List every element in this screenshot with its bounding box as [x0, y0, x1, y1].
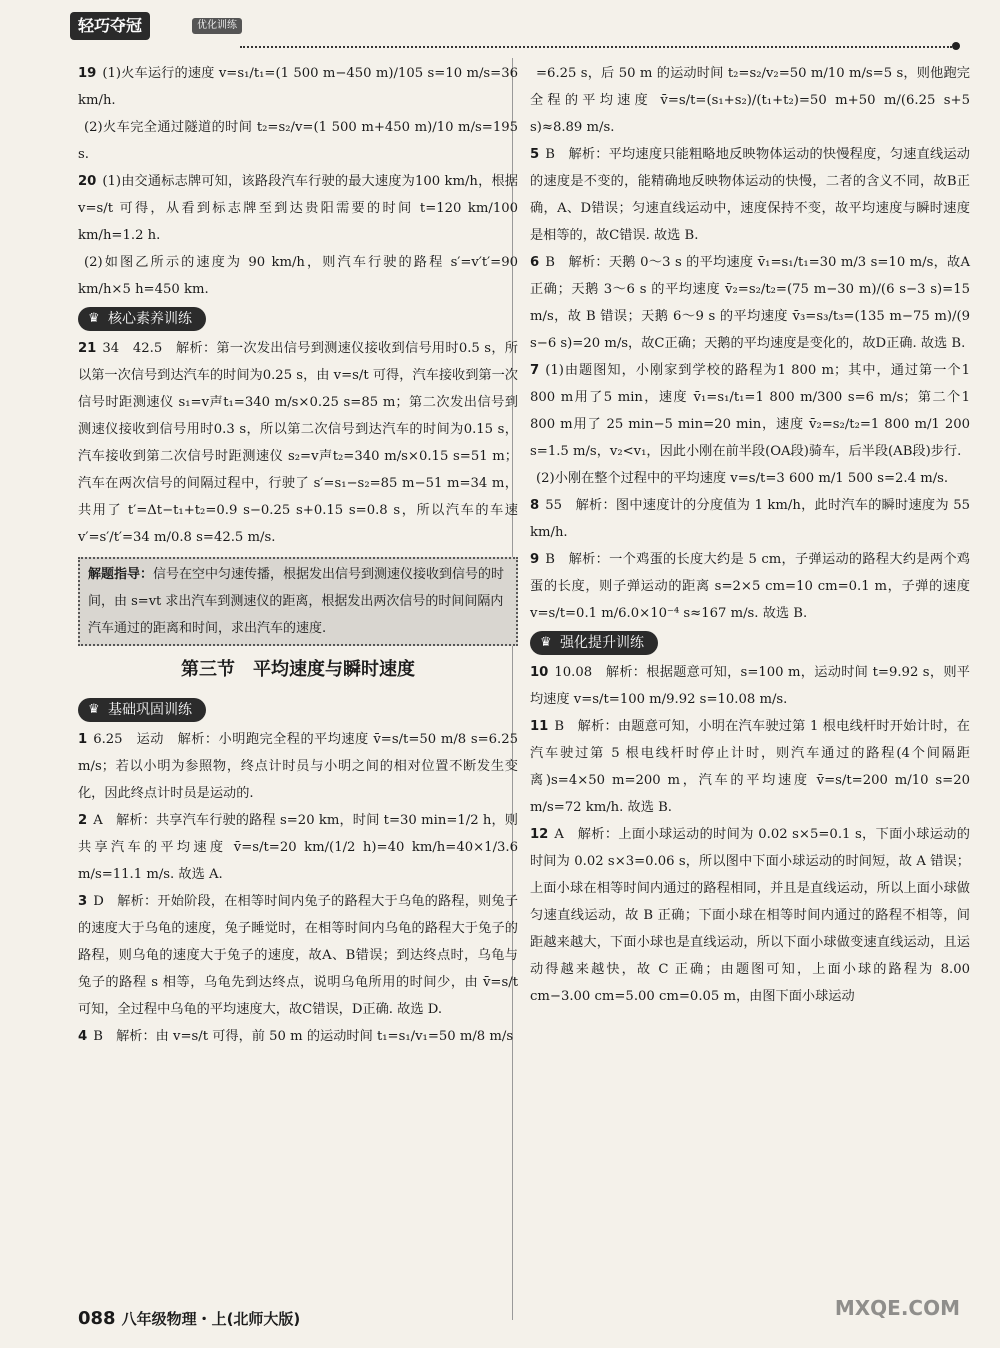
- book-title: 八年级物理・上(北师大版): [121, 1310, 301, 1328]
- answer-number: 6: [530, 255, 540, 270]
- solution-tip: [78, 557, 518, 646]
- page-footer: [78, 1308, 300, 1329]
- answer-number: 2: [78, 813, 88, 828]
- answer-text: B 解析：天鹅 0～3 s 的平均速度 v̄₁=s₁/t₁=30 m/3 s=10 m/s，故A正确；天鹅 3～6 s 的平均速度 v̄₂=s₂/t₂=(75 m−30 m)/(6 s−3 s)=15 m/s，故 B 错误；天鹅 6～9 s 的平均速度 v̄₃=s₃/t₃=(135 m−75 m)/(9 s−6 s)=20 m/s，故C正确；天鹅的平均速度是变化的，故D正确. 故选 B.: [530, 255, 970, 351]
- answer-text: (2)火车完全通过隧道的时间 t₂=s₂/v=(1 500 m+450 m)/10 m/s=195 s.: [78, 120, 518, 162]
- tip-label: 解题指导：: [88, 567, 154, 582]
- right-column: [530, 60, 970, 1010]
- answer-item: [530, 821, 970, 1010]
- answer-item: [530, 546, 970, 627]
- answer-item: [530, 249, 970, 357]
- answer-text: (1)由交通标志牌可知，该路段汽车行驶的最大速度为100 km/h，根据 v=s/t 可得，从看到标志牌至到达贵阳需要的时间 t=120 km/100 km/h=1.2 h.: [78, 174, 518, 243]
- tip-text: 信号在空中匀速传播，根据发出信号到测速仪接收到信号的时间，由 s=vt 求出汽车到测速仪的距离，根据发出两次信号的时间间隔内汽车通过的距离和时间，求出汽车的速度.: [88, 567, 505, 636]
- banner-advanced-training: ♛ 强化提升训练: [530, 631, 658, 655]
- answer-text: B 解析：一个鸡蛋的长度大约是 5 cm，子弹运动的路程大约是两个鸡蛋的长度，则子弹运动的距离 s=2×5 cm=10 cm=0.1 m，子弹的速度 v=s/t=0.1 m/6.0×10⁻⁴ s≈167 m/s. 故选 B.: [530, 552, 970, 621]
- answer-text: 6.25 运动 解析：小明跑完全程的平均速度 v̄=s/t=50 m/8 s=6.25 m/s；若以小明为参照物，终点计时员与小明之间的相对位置不断发生变化，因此终点计时员是运动的.: [78, 732, 518, 801]
- left-column: [78, 60, 518, 1050]
- answer-number: 12: [530, 827, 549, 842]
- brand-subtitle: 优化训练: [192, 18, 242, 34]
- answer-item: [530, 659, 970, 713]
- answer-text: A 解析：共享汽车行驶的路程 s=20 km，时间 t=30 min=1/2 h，则共享汽车的平均速度 v̄=s/t=20 km/(1/2 h)=40 km/h=40×1/3.6 m/s=11.1 m/s. 故选 A.: [78, 813, 518, 882]
- answer-number: 19: [78, 66, 97, 81]
- answer-item: [78, 726, 518, 807]
- answer-text: 10.08 解析：根据题意可知，s=100 m，运动时间 t=9.92 s，则平均速度 v=s/t=100 m/9.92 s=10.08 m/s.: [530, 665, 970, 707]
- answer-text: (2)小刚在整个过程中的平均速度 v=s/t=3 600 m/1 500 s=2.4 m/s.: [536, 471, 949, 486]
- answer-item: [530, 713, 970, 821]
- page-number: 088: [78, 1308, 116, 1329]
- answer-text: (1)火车运行的速度 v=s₁/t₁=(1 500 m−450 m)/105 s=10 m/s=36 km/h.: [78, 66, 518, 108]
- answer-item: [530, 492, 970, 546]
- page-header: [70, 6, 960, 46]
- answer-text: B 解析：由题意可知，小明在汽车驶过第 1 根电线杆时开始计时，在汽车驶过第 5 根电线杆时停止计时，则汽车通过的路程(4个间隔距离)s=4×50 m=200 m，汽车的平均速度 v̄=s/t=200 m/10 s=20 m/s=72 km/h. 故选 B.: [530, 719, 970, 815]
- answer-text: =6.25 s，后 50 m 的运动时间 t₂=s₂/v₂=50 m/10 m/s=5 s，则他跑完全程的平均速度 v̄=s/t=(s₁+s₂)/(t₁+t₂)=50 m+50 m/(6.25 s+5 s)≈8.89 m/s.: [530, 66, 970, 135]
- answer-item: [78, 807, 518, 888]
- answer-item: [78, 1023, 518, 1050]
- answer-item: [78, 249, 518, 303]
- section-title: 第三节 平均速度与瞬时速度: [181, 659, 415, 680]
- answer-number: 20: [78, 174, 97, 189]
- header-dot: [952, 42, 960, 50]
- answer-text: (2)如图乙所示的速度为 90 km/h，则汽车行驶的路程 s′=v′t′=90 km/h×5 h=450 km.: [78, 255, 518, 297]
- answer-item: [530, 60, 970, 141]
- answer-text: A 解析：上面小球运动的时间为 0.02 s×5=0.1 s，下面小球运动的时间为 0.02 s×3=0.06 s，所以图中下面小球运动的时间短，故 A 错误；上面小球在相等时间内通过的路程相同，并且是直线运动，所以上面小球做匀速直线运动，故 B 正确；下面小球在相等时间内通过的路程不相等，间距越来越大，下面小球也是直线运动，所以下面小球做变速直线运动，且运动得越来越快，故 C 正确；由题图可知，上面小球的路程为 8.00 cm−3.00 cm=5.00 cm=0.05 m，由图下面小球运动: [530, 827, 970, 1004]
- answer-number: 3: [78, 894, 88, 909]
- answer-text: 55 解析：图中速度计的分度值为 1 km/h，此时汽车的瞬时速度为 55 km/h.: [530, 498, 970, 540]
- answer-item: [78, 888, 518, 1023]
- answer-21: [78, 335, 518, 551]
- answer-text: (1)由题图知，小刚家到学校的路程为1 800 m；其中，通过第一个1 800 m用了5 min，速度 v̄₁=s₁/t₁=1 800 m/300 s=6 m/s；第二个1 800 m用了 25 min−5 min=20 min，速度 v̄₂=s₂/t₂=1 800 m/1 200 s=1.5 m/s，v₂<v₁，因此小刚在前半段(OA段)骑车，后半段(AB段)步行.: [530, 363, 970, 459]
- answer-text: D 解析：开始阶段，在相等时间内兔子的路程大于乌龟的路程，则兔子的速度大于乌龟的速度，兔子睡觉时，在相等时间内乌龟的路程大于兔子的路程，则乌龟的速度大于兔子的速度，故A、B错误；到达终点时，乌龟与兔子的路程 s 相等，乌龟先到达终点，说明乌龟所用的时间少，由 v̄=s/t 可知，全过程中乌龟的平均速度大，故C错误，D正确. 故选 D.: [78, 894, 518, 1017]
- answer-number: 1: [78, 732, 88, 747]
- answer-item: [78, 114, 518, 168]
- answer-number: 10: [530, 665, 549, 680]
- answer-number: 4: [78, 1029, 88, 1044]
- brand-logo: 轻巧夺冠: [70, 12, 150, 40]
- answer-item: [78, 168, 518, 249]
- watermark: MXQE.COM: [834, 1296, 960, 1320]
- answer-item: [78, 60, 518, 114]
- answer-number: 7: [530, 363, 540, 378]
- answer-text: B 解析：平均速度只能粗略地反映物体运动的快慢程度，匀速直线运动的速度是不变的，能精确地反映物体运动的快慢，二者的含义不同，故B正确，A、D错误；匀速直线运动中，速度保持不变，故平均速度与瞬时速度是相等的，故C错误. 故选 B.: [530, 147, 970, 243]
- answer-number: 5: [530, 147, 540, 162]
- answer-number: 9: [530, 552, 540, 567]
- answer-text: 34 42.5 解析：第一次发出信号到测速仪接收到信号用时0.5 s，所以第一次信号到达汽车的时间为0.25 s，由 v=s/t 可得，汽车接收到第一次信号时距测速仪 s₁=v声t₁=340 m/s×0.25 s=85 m；第二次发出信号到测速仪接收到信号用时0.3 s，所以第二次信号到达汽车的时间为0.15 s，汽车接收到第二次信号时距测速仪 s₂=v声t₂=340 m/s×0.15 s=51 m；汽车在两次信号的间隔过程中，行驶了 s′=s₁−s₂=85 m−51 m=34 m，共用了 t′=Δt−t₁+t₂=0.9 s−0.25 s+0.15 s=0.8 s，所以汽车的车速 v′=s′/t′=34 m/0.8 s=42.5 m/s.: [78, 341, 518, 545]
- banner-basic-training: ♛ 基础巩固训练: [78, 698, 206, 722]
- answer-number: 8: [530, 498, 540, 513]
- banner-core-training: ♛ 核心素养训练: [78, 307, 206, 331]
- header-rule: [240, 46, 952, 48]
- answer-number: 11: [530, 719, 549, 734]
- answer-text: B 解析：由 v=s/t 可得，前 50 m 的运动时间 t₁=s₁/v₁=50 m/8 m/s: [93, 1029, 514, 1044]
- answer-item: [530, 357, 970, 465]
- answer-item: [530, 465, 970, 492]
- answer-number: 21: [78, 341, 97, 356]
- answer-item: [530, 141, 970, 249]
